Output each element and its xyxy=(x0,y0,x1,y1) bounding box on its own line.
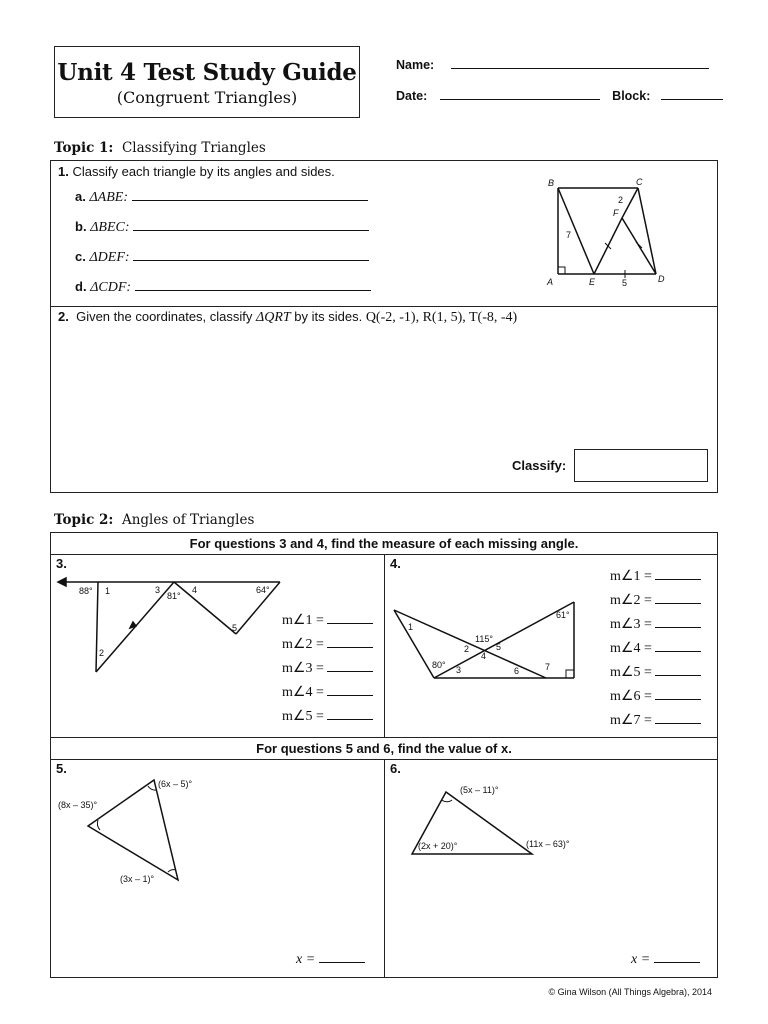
q4-answer-label: m∠1 = xyxy=(610,569,652,584)
q4-fig-1: 1 xyxy=(408,622,414,632)
q4-answer-row xyxy=(610,592,701,616)
q3-fig-arrow-head xyxy=(58,578,66,586)
q1-fig-label-2: 2 xyxy=(618,195,624,205)
q1-fig-label-d: D xyxy=(658,274,665,284)
q6-x-line[interactable] xyxy=(654,953,700,963)
copyright: © Gina Wilson (All Things Algebra), 2014 xyxy=(548,987,712,997)
q5-number: 5. xyxy=(56,761,67,776)
q5-fig-top-label: (6x – 5)° xyxy=(158,779,193,789)
q5-fig-arc-bottom xyxy=(168,870,176,872)
q5-fig-bottom-label: (3x – 1)° xyxy=(120,874,155,884)
q5-fig-arc-top xyxy=(148,786,156,790)
date-row xyxy=(396,87,723,105)
q3-answer-line[interactable] xyxy=(327,686,373,696)
q1-fig-label-5: 5 xyxy=(622,278,628,288)
q4-answer-line[interactable] xyxy=(655,666,701,676)
q5-fig-triangle xyxy=(88,780,178,880)
q1-fig-label-f: F xyxy=(613,208,619,218)
q4-answer-line[interactable] xyxy=(655,714,701,724)
q1-fig-side-fc xyxy=(622,188,638,218)
q6-fig-top-label: (5x – 11)° xyxy=(460,785,499,795)
q6-fig-left-label: (2x + 20)° xyxy=(418,841,458,851)
topic1-heading xyxy=(54,140,266,156)
q3-fig-64: 64° xyxy=(256,585,270,595)
q3-fig-1: 1 xyxy=(105,586,111,596)
q3-answer-line[interactable] xyxy=(327,710,373,720)
q3-fig-4: 4 xyxy=(192,585,198,595)
q5-fig-left-label: (8x – 35)° xyxy=(58,800,98,810)
q4-fig-80: 80° xyxy=(432,660,446,670)
q3-number: 3. xyxy=(56,556,67,571)
q4-fig-115: 115° xyxy=(475,634,493,644)
q1-item-b-letter: b. xyxy=(75,219,87,234)
q1-fig-label-c: C xyxy=(636,177,643,187)
q4-fig-7: 7 xyxy=(545,662,551,672)
q5-fig-arc-left xyxy=(97,820,100,830)
q1-fig-label-e: E xyxy=(589,277,596,287)
q3-answer-row xyxy=(282,660,373,684)
q5-figure xyxy=(56,774,236,890)
page-subtitle: (Congruent Triangles) xyxy=(116,88,298,107)
q1-item-d-triangle: ΔCDF: xyxy=(90,280,132,295)
q4-answer-row xyxy=(610,712,701,736)
header-q3-q4: For questions 3 and 4, find the measure of each missing angle. xyxy=(189,536,579,551)
topic2-label: Topic 2: xyxy=(54,512,114,528)
q2-coordinates: Q(-2, -1), R(1, 5), T(-8, -4) xyxy=(365,310,518,325)
q3-fig-2: 2 xyxy=(99,648,105,658)
q3-answer-label: m∠2 = xyxy=(282,637,324,652)
q4-answer-label: m∠2 = xyxy=(610,593,652,608)
q3-answer-row xyxy=(282,684,373,708)
q4-answer-line[interactable] xyxy=(655,642,701,652)
q3-fig-5: 5 xyxy=(232,623,238,633)
q3-answer-row xyxy=(282,636,373,660)
q1-item-a-answer[interactable] xyxy=(132,190,368,201)
q1-item-b-triangle: ΔBEC: xyxy=(90,220,130,235)
q4-answer-row xyxy=(610,616,701,640)
q1-fig-label-7: 7 xyxy=(566,230,572,240)
classify-label: Classify: xyxy=(512,458,567,473)
q3-answer-label: m∠1 = xyxy=(282,613,324,628)
q1-fig-tick-ef xyxy=(605,243,611,249)
q6-fig-arc-top xyxy=(442,800,452,802)
topic1-name: Classifying Triangles xyxy=(121,140,266,156)
q3-answer-line[interactable] xyxy=(327,614,373,624)
topic2-name: Angles of Triangles xyxy=(121,512,255,528)
q1-figure xyxy=(530,170,680,295)
q2-text-pre: Given the coordinates, classify xyxy=(76,309,256,324)
q4-answer-label: m∠4 = xyxy=(610,641,652,656)
q3-answer-row xyxy=(282,708,373,732)
classify-answer-box[interactable] xyxy=(574,449,708,482)
name-field[interactable] xyxy=(451,57,709,69)
q4-answers xyxy=(610,568,701,736)
date-label: Date: xyxy=(396,89,428,103)
q4-answer-line[interactable] xyxy=(655,690,701,700)
q4-fig-61: 61° xyxy=(556,610,570,620)
q1-item-c-answer[interactable] xyxy=(133,250,369,261)
q5-x-line[interactable] xyxy=(319,953,365,963)
q6-x-label: x = xyxy=(631,952,651,967)
q4-fig-line-a xyxy=(394,610,546,678)
q3-answer-row xyxy=(282,612,373,636)
q3-answers xyxy=(282,612,373,732)
q1-text: Classify each triangle by its angles and sides. xyxy=(72,164,335,179)
q1-fig-side-cd xyxy=(638,188,656,274)
q3-answer-label: m∠5 = xyxy=(282,709,324,724)
name-label: Name: xyxy=(396,58,435,72)
q4-answer-row xyxy=(610,688,701,712)
q6-figure xyxy=(406,780,592,860)
q2-triangle: ΔQRT xyxy=(256,310,291,325)
block-label: Block: xyxy=(612,89,651,103)
q1-item-d xyxy=(75,279,371,296)
q1-item-d-letter: d. xyxy=(75,279,87,294)
q1-item-b-answer[interactable] xyxy=(133,220,369,231)
q4-fig-3: 3 xyxy=(456,665,462,675)
topic1-label: Topic 1: xyxy=(54,140,114,156)
q1-item-c-triangle: ΔDEF: xyxy=(89,250,130,265)
block-field[interactable] xyxy=(661,88,723,100)
page-title: Unit 4 Test Study Guide xyxy=(57,59,357,86)
q6-number: 6. xyxy=(390,761,401,776)
title-box xyxy=(54,46,360,118)
q4-fig-line-b xyxy=(394,610,434,678)
q4-fig-2: 2 xyxy=(464,644,470,654)
q3-fig-left-side xyxy=(96,582,98,672)
q4-answer-label: m∠3 = xyxy=(610,617,652,632)
q4-answer-line[interactable] xyxy=(655,594,701,604)
topic2-heading xyxy=(54,512,254,528)
q6-x-answer xyxy=(631,952,700,968)
q3-fig-3: 3 xyxy=(155,585,161,595)
q1-item-a-triangle: ΔABE: xyxy=(89,190,129,205)
q4-fig-4: 4 xyxy=(481,651,487,661)
q5-x-label: x = xyxy=(296,952,316,967)
q6-fig-right-label: (11x – 63)° xyxy=(526,839,570,849)
q4-answer-label: m∠5 = xyxy=(610,665,652,680)
header-q5-q6: For questions 5 and 6, find the value of x. xyxy=(256,741,512,756)
q4-fig-5: 5 xyxy=(496,642,502,652)
q1-item-c xyxy=(75,249,369,266)
q3-fig-88: 88° xyxy=(79,586,93,596)
q1-item-a-letter: a. xyxy=(75,189,86,204)
q2-number: 2. xyxy=(58,309,69,324)
divider-col-top xyxy=(384,554,385,737)
q1-number: 1. xyxy=(58,164,69,179)
q3-answer-line[interactable] xyxy=(327,638,373,648)
q4-answer-row xyxy=(610,640,701,664)
q3-figure xyxy=(56,572,286,682)
q4-answer-label: m∠6 = xyxy=(610,689,652,704)
question-2-prompt xyxy=(58,309,517,326)
q4-figure xyxy=(390,598,580,686)
q1-fig-side-be xyxy=(558,188,594,274)
q4-answer-label: m∠7 = xyxy=(610,713,652,728)
q4-number: 4. xyxy=(390,556,401,571)
q3-fig-81: 81° xyxy=(167,591,181,601)
q2-text-mid: by its sides. xyxy=(290,309,366,324)
q4-answer-line[interactable] xyxy=(655,570,701,580)
q1-item-d-answer[interactable] xyxy=(135,280,371,291)
q3-fig-right-down xyxy=(174,582,236,634)
q1-item-a xyxy=(75,189,368,206)
q4-fig-6: 6 xyxy=(514,666,520,676)
q3-answer-label: m∠3 = xyxy=(282,661,324,676)
q1-item-c-letter: c. xyxy=(75,249,86,264)
q4-fig-line-c xyxy=(434,602,574,678)
question-1-prompt xyxy=(58,164,335,179)
q4-answer-line[interactable] xyxy=(655,618,701,628)
q3-answer-label: m∠4 = xyxy=(282,685,324,700)
q4-answer-row xyxy=(610,568,701,592)
q4-answer-row xyxy=(610,664,701,688)
q4-fig-right-angle xyxy=(566,670,574,678)
divider-col-bottom xyxy=(384,759,385,978)
q3-answer-line[interactable] xyxy=(327,662,373,672)
q5-x-answer xyxy=(296,952,365,968)
date-field[interactable] xyxy=(440,88,600,100)
q1-fig-label-b: B xyxy=(548,178,555,188)
q1-fig-label-a: A xyxy=(547,277,554,287)
divider-mid xyxy=(50,737,718,738)
q1-fig-right-angle xyxy=(558,267,565,274)
name-row xyxy=(396,56,709,74)
q1-item-b xyxy=(75,219,369,236)
